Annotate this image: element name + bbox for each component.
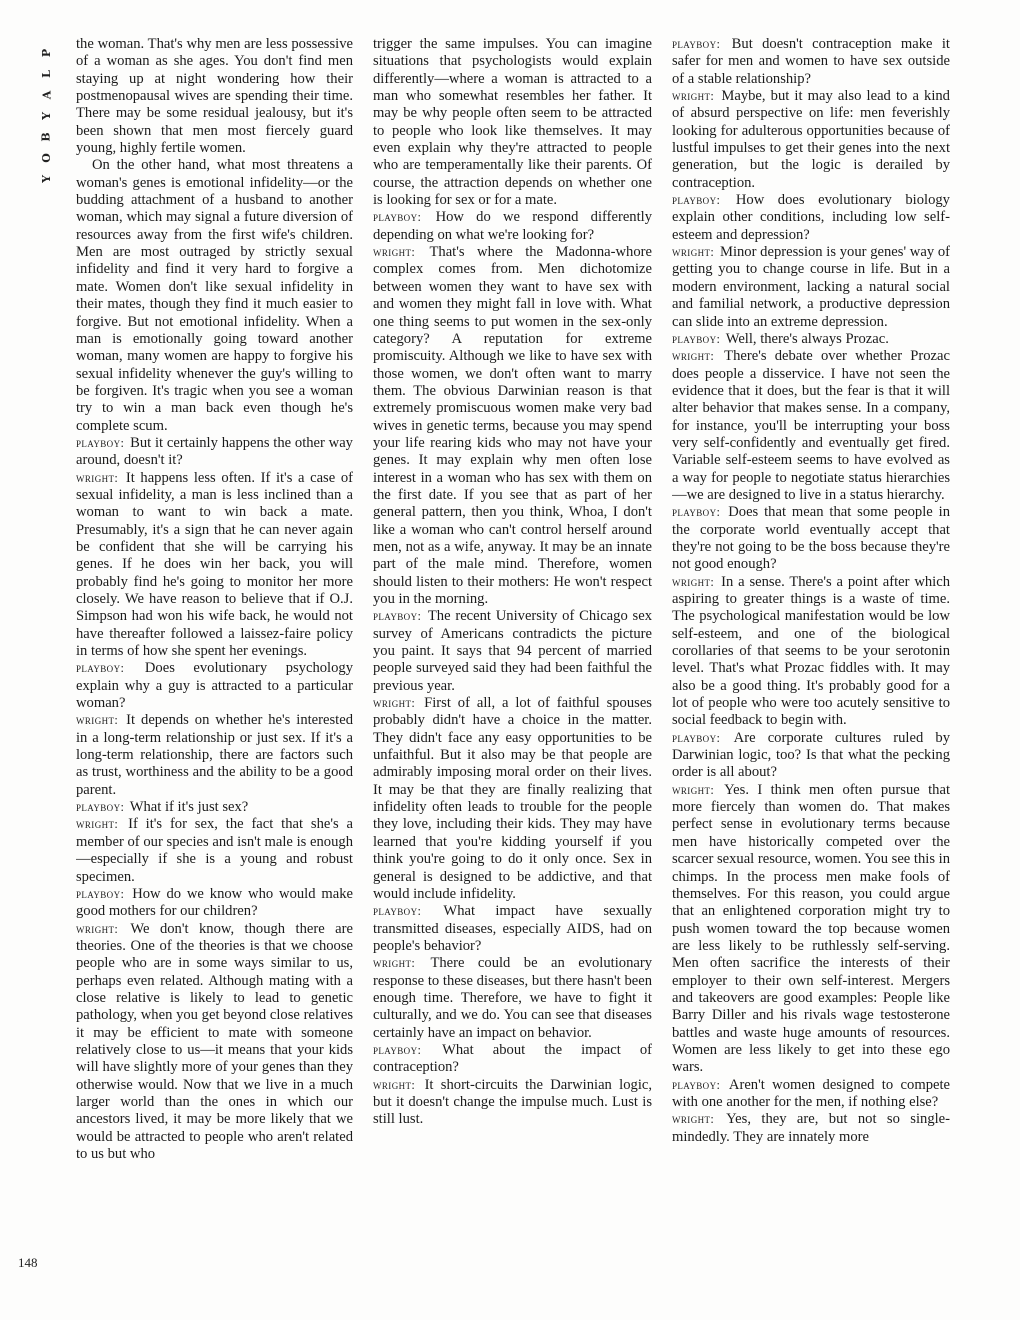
interview-exchange: [76, 435, 353, 470]
paragraph-text: How do we respond differently depending on what we're looking for?: [373, 209, 652, 243]
interview-exchange: [76, 921, 353, 1164]
interview-exchange: [672, 88, 950, 192]
interview-exchange: [672, 730, 950, 782]
paragraph-text: It short-circuits the Darwinian logic, but it doesn't change the impulse much. Lust is still lust.: [373, 1076, 652, 1128]
paragraph-text: If it's for sex, the fact that she's a member of our species and isn't male is enough—especially if she is a young and robust specimen.: [76, 816, 353, 885]
speaker-label: playboy:: [76, 800, 125, 815]
running-head-letter: Y: [39, 112, 53, 120]
speaker-label: wright:: [373, 245, 416, 260]
interview-exchange: [76, 470, 353, 661]
speaker-label: playboy:: [672, 37, 721, 51]
paragraph-text: It happens less often. If it's a case of sexual infidelity, a man is less inclined than a woman to want to win back a mate. Presumably, it's a sign that he can never again be confident that she will be carrying his genes. If he does win her back, you will probably find he's going to monitor her more closely. We have reason to believe that if O.J. Simpson had won his wife back, he would not have thereafter followed a laissez-faire policy in terms of how she spent her evenings.: [76, 469, 353, 660]
speaker-label: wright:: [76, 713, 119, 728]
speaker-label: wright:: [76, 470, 119, 485]
running-head-letter: O: [40, 153, 53, 163]
running-head-letter: P: [40, 48, 53, 58]
paragraph-text: The recent University of Chicago sex survey of Americans contradicts the picture you paint. It says that 94 percent of married people surveyed said they had been faithful the previous year.: [373, 608, 652, 694]
interview-exchange: [672, 36, 950, 88]
speaker-label: playboy:: [373, 1042, 422, 1057]
paragraph-text: But doesn't contraception make it safer for men and women to have sex outside of a stable relationship?: [672, 36, 950, 87]
interview-exchange: [373, 209, 652, 244]
running-head-letter: L: [39, 70, 53, 78]
interview-exchange: [672, 331, 950, 348]
interview-exchange: [373, 903, 652, 955]
paragraph-text: What if it's just sex?: [129, 799, 249, 816]
interview-exchange: [373, 1042, 652, 1077]
interview-exchange: [373, 1077, 652, 1129]
paragraph-text: Does that mean that some people in the corporate world eventually accept that they're not going to be the boss because they're not good enough?: [672, 504, 950, 573]
running-head: [34, 44, 60, 188]
paragraph-text: But it certainly happens the other way around, doesn't it?: [76, 434, 353, 469]
paragraph-text: Does evolutionary psychology explain why a guy is attracted to a particular woman?: [76, 660, 353, 712]
speaker-label: wright:: [76, 921, 119, 936]
interview-exchange: [672, 782, 950, 1077]
body-paragraph: [373, 36, 652, 209]
interview-exchange: [76, 816, 353, 885]
interview-exchange: [373, 608, 652, 695]
speaker-label: playboy:: [373, 609, 422, 624]
speaker-label: playboy:: [672, 730, 721, 745]
paragraph-text: Minor depression is your genes' way of getting you to change course in life. But in a modern environment, lacking a natural social and familial network, a productive depression can slide into an extreme depression.: [672, 244, 950, 330]
paragraph-text: Aren't women designed to compete with one another for the men, if nothing else?: [672, 1076, 950, 1110]
speaker-label: wright:: [373, 1077, 416, 1092]
speaker-label: playboy:: [672, 505, 721, 520]
text-column-1: [76, 36, 353, 1286]
paragraph-text: Yes, they are, but not so single-mindedly. They are innately more: [672, 1111, 950, 1145]
speaker-label: playboy:: [672, 1077, 721, 1092]
interview-exchange: [76, 799, 353, 816]
speaker-label: playboy:: [373, 210, 422, 225]
paragraph-text: Maybe, but it may also lead to a kind of absurd perspective on life: men feverishly looking for adulterous opportunities because of lustful impulses to get their genes into the next generation, but the logic is derailed by contraception.: [672, 88, 950, 191]
paragraph-text: That's where the Madonna-whore complex comes from. Men dichotomize between women they want to have sex with and women they might fall in love with. What one thing seems to put women in the sex-only category? A reputation for extreme promiscuity. Although we like to have sex with those women, we don't often want to marry them. The obvious Darwinian reason is that extremely promiscuous women make very bad wives in genetic terms, because you may spend your life rearing kids who may not have your genes. It may explain why men often lose interest in a woman who has sex with them on the first date. If you see that as part of her general pattern, then you think, Whoa, I don't like a woman who can't control herself around men, not as a wife, anyway. It may be an innate part of the male mind. Therefore, women should listen to their mothers: He won't respect you in the morning.: [373, 244, 652, 607]
interview-exchange: [672, 1077, 950, 1112]
running-head-letter: Y: [39, 175, 53, 183]
paragraph-text: We don't know, though there are theories. One of the theories is that we choose people who are in some ways similar to us, perhaps even related. Although mating with a close relative is likely to lead to genetic pathology, when you get beyond close relatives it may be efficient to mate with someone relatively close to us—it means that your kids will have slightly more of your genes than they otherwise would. Now that we live in a much larger world than the ones in which our ancestors lived, it may be more likely that we would be attracted to people who aren't related to us but who: [76, 920, 353, 1162]
interview-exchange: [76, 660, 353, 712]
running-head-letter: B: [40, 132, 53, 142]
speaker-label: playboy:: [76, 886, 125, 901]
paragraph-text: It depends on whether he's interested in a long-term relationship or just sex. If it's a long-term relationship, there are factors such as trust, worthiness and the ability to be a good parent.: [76, 712, 353, 798]
speaker-label: wright:: [672, 574, 715, 589]
interview-exchange: [672, 192, 950, 244]
text-column-3: [672, 36, 950, 1286]
speaker-label: wright:: [672, 89, 715, 104]
paragraph-text: There could be an evolutionary response to these diseases, but there hasn't been enough time. Therefore, we have to fight it culturally, and we do. You can see that diseases certainly have an impact on behavior.: [373, 955, 652, 1041]
interview-exchange: [672, 504, 950, 573]
paragraph-text: Are corporate cultures ruled by Darwinian logic, too? Is that what the pecking order is all about?: [672, 729, 950, 781]
paragraph-text: Yes. I think men often pursue that more fiercely than women do. That makes perfect sense in evolutionary terms because men have historically competed over the scarcer sexual resource, women. You see this in chimps. In the process men make fools of themselves. For this reason, you could argue that an enlightened corporation might try to push women toward the top because women are less likely to be ruthlessly self-serving. Men often sacrifice the interests of their employer to their own self-interest. Mergers and takeovers are good examples: People like Barry Diller and his rivals wage testosterone battles and waste huge amounts of resources. Women are less likely to get into these ego wars.: [672, 781, 950, 1076]
speaker-label: wright:: [672, 349, 715, 364]
interview-exchange: [373, 955, 652, 1042]
interview-exchange: [672, 348, 950, 504]
speaker-label: playboy:: [373, 904, 422, 919]
interview-exchange: [373, 244, 652, 608]
speaker-label: wright:: [373, 956, 416, 971]
interview-exchange: [672, 1111, 950, 1146]
speaker-label: wright:: [373, 696, 416, 711]
paragraph-text: There's debate over whether Prozac does people a disservice. I have not seen the evidence that it does, but the fear is that it will alter behavior that makes sense. In a company, for instance, you'll be interrupting your boss very self-confidently and eventually get fired. Variable self-esteem seems to have evolved as a way for people to negotiate status hierarchies—we are designed to live in a status hierarchy.: [672, 348, 950, 503]
paragraph-text: On the other hand, what most threatens a woman's genes is emotional infidelity—or the budding attachment of a husband to another woman, which may signal a future diversion of resources away from the first wife's children. Men are most outraged by strictly sexual infidelity and find it very hard to forgive a mate. Women don't like sexual infidelity in their mates, though they find it much easier to forgive. But not emotional infidelity. When a man is emotionally going toward another woman, many women are happy to forgive his sexual infidelity whenever the guy's willing to be forgiven. It's tragic when you see a woman try to win a man back even though he's complete scum.: [76, 157, 353, 434]
paragraph-text: trigger the same impulses. You can imagine situations that psychologists would explain differently—where a woman is attracted to a man who somewhat resembles her father. It may be why people often seem to be attracted to people who look like themselves. It may even explain why they're attracted to people who are temperamentally like their parents. Of course, the attraction depends on whether one is looking for sex or for a mate.: [373, 36, 652, 209]
interview-exchange: [76, 886, 353, 921]
paragraph-text: How do we know who would make good mothers for our children?: [76, 885, 353, 920]
speaker-label: wright:: [672, 1112, 715, 1127]
interview-exchange: [373, 695, 652, 903]
speaker-label: playboy:: [672, 193, 721, 208]
paragraph-text: First of all, a lot of faithful spouses probably didn't have a choice in the matter. They didn't face any easy opportunities to be unfaithful. But it also may be that people are admirably imposing moral order on their lives. It may be that they are finally realizing that infidelity often leads to trouble for the people they love, including their kids. They may have learned that you're kidding yourself if you think you're going to do it only once. Sex in general is designed to be addictive, and that would include infidelity.: [373, 695, 652, 902]
paragraph-text: What impact have sexually transmitted diseases, especially AIDS, had on people's behavior?: [373, 903, 652, 954]
body-paragraph: [76, 36, 353, 157]
running-head-letter: A: [39, 90, 53, 100]
interview-exchange: [76, 712, 353, 799]
speaker-label: playboy:: [76, 661, 125, 676]
paragraph-text: What about the impact of contraception?: [373, 1041, 652, 1076]
paragraph-text: In a sense. There's a point after which aspiring to greater things is a waste of time. The psychological manifestation would be low self-esteem, and one of the biological corollaries of that seems to be your serotonin level. That's what Prozac fiddles with. It may also be a good thing. It's probably good for a lot of people who were too acutely sensitive to social feedback to begin with.: [672, 573, 950, 729]
speaker-label: wright:: [672, 782, 715, 797]
paragraph-text: Well, there's always Prozac.: [725, 330, 889, 347]
interview-exchange: [672, 244, 950, 331]
speaker-label: playboy:: [672, 331, 721, 346]
text-column-2: [373, 36, 652, 1286]
speaker-label: wright:: [76, 817, 119, 832]
page-number: 148: [18, 1255, 38, 1270]
speaker-label: wright:: [672, 245, 715, 260]
body-paragraph: [76, 157, 353, 435]
paragraph-text: the woman. That's why men are less possessive of a woman as she ages. You don't find men staying up at night wondering how their postmenopausal wives are spending their time. There may be some residual jealousy, but it's been shown that men most fiercely guard young, highly fertile women.: [76, 36, 353, 157]
interview-exchange: [672, 574, 950, 730]
speaker-label: playboy:: [76, 435, 125, 450]
paragraph-text: How does evolutionary biology explain other conditions, including low self-esteem and depression?: [672, 192, 950, 243]
